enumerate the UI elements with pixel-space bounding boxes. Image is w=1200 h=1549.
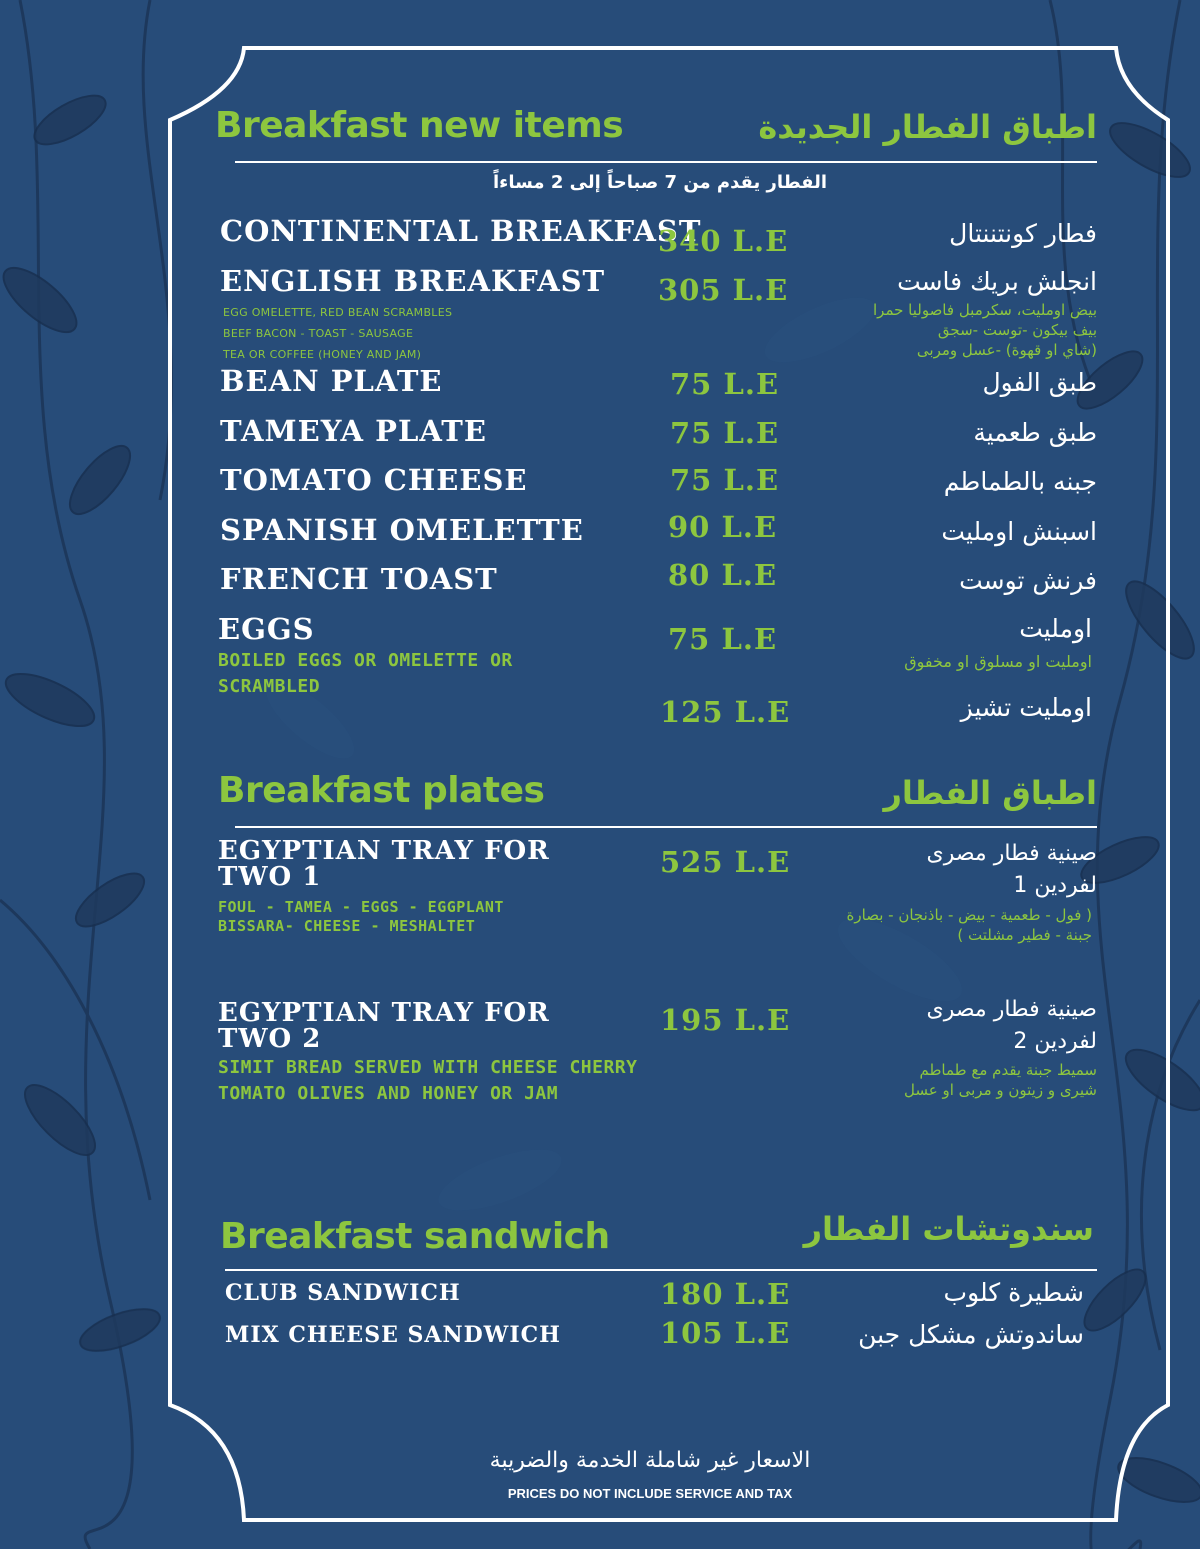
item-name-ar: فرنش توست xyxy=(959,566,1097,595)
item-price: 75 L.E xyxy=(670,367,780,401)
item-description-ar: سميط جبنة يقدم مع طماطم شيرى و زيتون و مربى او عسل xyxy=(903,1061,1097,1099)
item-name-ar: انجلش بريك فاست xyxy=(897,267,1097,296)
item-price: 125 L.E xyxy=(660,695,791,729)
item-price: 195 L.E xyxy=(660,1003,791,1037)
item-price: 305 L.E xyxy=(658,273,789,307)
item-name-ar: شطيرة كلوب xyxy=(943,1278,1084,1307)
item-price: 80 L.E xyxy=(668,558,778,592)
item-name-ar: صينية فطار مصرى لفردين 1 xyxy=(926,841,1097,898)
section-divider xyxy=(235,826,1097,828)
item-name-ar: ساندوتش مشكل جبن xyxy=(858,1320,1084,1349)
item-name-en: FRENCH TOAST xyxy=(220,562,498,596)
item-price: 90 L.E xyxy=(668,510,778,544)
section-title-en: Breakfast plates xyxy=(218,770,545,811)
section-title-ar: اطباق الفطار xyxy=(883,774,1097,812)
item-description-en: SIMIT BREAD SERVED WITH CHEESE CHERRY TOMATO OLIVES AND HONEY OR JAM xyxy=(218,1057,638,1104)
item-name-ar: طبق الفول xyxy=(982,368,1097,397)
item-name-ar: اومليت تشيز xyxy=(960,693,1092,722)
item-name-en: TOMATO CHEESE xyxy=(220,463,528,497)
section-divider xyxy=(235,161,1097,163)
item-name-ar: اسبنش اومليت xyxy=(941,517,1097,546)
item-price: 105 L.E xyxy=(660,1316,791,1350)
item-description-en: EGG OMELETTE, RED BEAN SCRAMBLES BEEF BACON - TOAST - SAUSAGE TEA OR COFFEE (HONEY AND JAM) xyxy=(223,306,453,361)
item-name-en: EGYPTIAN TRAY FOR TWO 2 xyxy=(218,998,550,1054)
item-name-en: CONTINENTAL BREAKFAST xyxy=(220,214,702,248)
item-description-en: FOUL - TAMEA - EGGS - EGGPLANT BISSARA- CHEESE - MESHALTET xyxy=(218,898,504,935)
item-name-en: EGGS xyxy=(218,612,315,646)
item-name-ar: فطار كونتننتال xyxy=(949,219,1097,248)
item-name-en: MIX CHEESE SANDWICH xyxy=(225,1322,561,1348)
footer-note-en: PRICES DO NOT INCLUDE SERVICE AND TAX xyxy=(507,1486,793,1501)
item-price: 75 L.E xyxy=(668,622,778,656)
item-name-ar: جبنه بالطماطم xyxy=(943,467,1097,496)
item-name-ar: صينية فطار مصرى لفردين 2 xyxy=(926,997,1097,1054)
item-name-ar: طبق طعمية xyxy=(973,418,1097,447)
footer-note-ar: الاسعار غير شاملة الخدمة والضريبة xyxy=(489,1448,811,1473)
item-price: 75 L.E xyxy=(670,463,780,497)
item-description-ar: ( فول - طعمية - بيض - باذنجان - بصارة جبنة - فطير مشلتت ) xyxy=(846,906,1092,944)
item-name-en: TAMEYA PLATE xyxy=(220,414,487,448)
item-description-en: BOILED EGGS OR OMELETTE OR SCRAMBLED xyxy=(218,650,513,697)
item-name-en: EGYPTIAN TRAY FOR TWO 1 xyxy=(218,836,550,892)
section-divider xyxy=(225,1269,1097,1271)
section-title-ar: سندوتشات الفطار xyxy=(803,1210,1094,1248)
serving-hours-note: الفطار يقدم من 7 صباحاً إلى 2 مساءاً xyxy=(492,172,828,193)
section-title-ar: اطباق الفطار الجديدة xyxy=(758,108,1097,146)
item-name-en: SPANISH OMELETTE xyxy=(220,513,584,547)
item-price: 180 L.E xyxy=(660,1277,791,1311)
item-price: 75 L.E xyxy=(670,416,780,450)
item-name-ar: اومليت xyxy=(1019,614,1092,643)
item-description-ar: بيض اومليت، سكرمبل فاصوليا حمرا بيف بيكون -توست -سجق (شاي او قهوة) -عسل ومربى xyxy=(873,301,1097,359)
item-price: 340 L.E xyxy=(658,224,789,258)
item-name-en: CLUB SANDWICH xyxy=(225,1280,461,1306)
item-name-en: BEAN PLATE xyxy=(220,364,443,398)
item-price: 525 L.E xyxy=(660,845,791,879)
item-description-ar: اومليت او مسلوق او مخفوق xyxy=(904,652,1092,671)
item-name-en: ENGLISH BREAKFAST xyxy=(220,264,606,298)
section-title-en: Breakfast sandwich xyxy=(220,1216,610,1257)
section-title-en: Breakfast new items xyxy=(215,105,624,146)
